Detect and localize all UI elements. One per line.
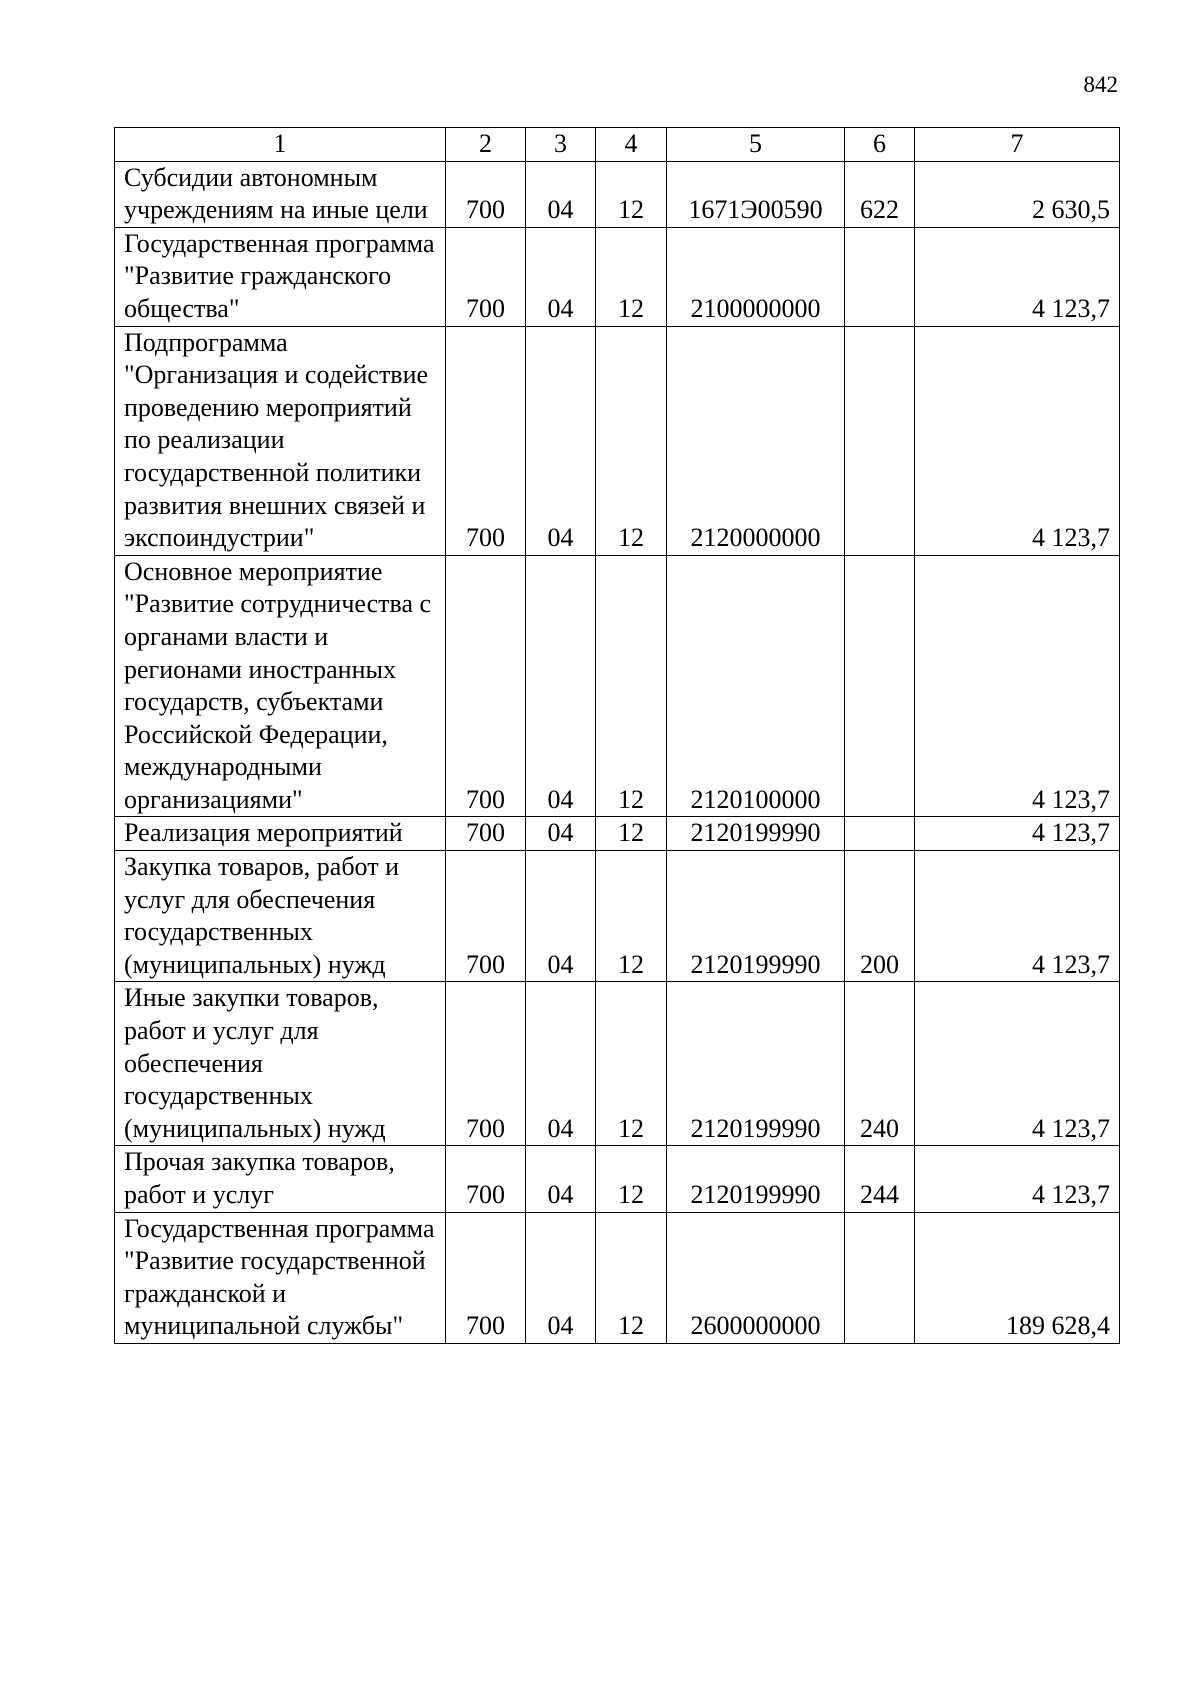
row-amount: 189 628,4 <box>915 1212 1120 1343</box>
row-code-6 <box>845 817 915 851</box>
header-row <box>115 128 1120 162</box>
row-amount: 4 123,7 <box>915 982 1120 1146</box>
row-code-6: 244 <box>845 1146 915 1212</box>
row-amount: 4 123,7 <box>915 326 1120 555</box>
column-header-2: 2 <box>446 128 526 162</box>
row-amount: 4 123,7 <box>915 227 1120 326</box>
row-name: Субсидии автономным учреждениям на иные цели <box>115 161 446 227</box>
row-code-4: 12 <box>596 851 667 982</box>
row-code-2: 700 <box>446 982 526 1146</box>
row-amount: 4 123,7 <box>915 1146 1120 1212</box>
row-code-5: 2600000000 <box>667 1212 845 1343</box>
row-code-3: 04 <box>526 227 596 326</box>
table-row <box>115 982 1120 1146</box>
row-code-3: 04 <box>526 326 596 555</box>
row-code-5: 2120199990 <box>667 817 845 851</box>
table-row <box>115 161 1120 227</box>
row-name: Иные закупки товаров, работ и услуг для обеспечения государственных (муниципальных) нужд <box>115 982 446 1146</box>
table-row <box>115 817 1120 851</box>
row-code-5: 2120199990 <box>667 851 845 982</box>
row-code-6: 622 <box>845 161 915 227</box>
row-code-3: 04 <box>526 555 596 817</box>
row-name: Государственная программа "Развитие гражданского общества" <box>115 227 446 326</box>
row-code-2: 700 <box>446 555 526 817</box>
row-name: Реализация мероприятий <box>115 817 446 851</box>
page-number: 842 <box>1083 72 1118 97</box>
table-row <box>115 1212 1120 1343</box>
column-header-4: 4 <box>596 128 667 162</box>
row-code-2: 700 <box>446 1212 526 1343</box>
row-code-3: 04 <box>526 851 596 982</box>
row-code-2: 700 <box>446 851 526 982</box>
row-code-4: 12 <box>596 161 667 227</box>
budget-table <box>114 127 1120 1344</box>
row-amount: 4 123,7 <box>915 817 1120 851</box>
row-code-2: 700 <box>446 161 526 227</box>
row-code-5: 2120000000 <box>667 326 845 555</box>
row-code-3: 04 <box>526 161 596 227</box>
row-code-4: 12 <box>596 1212 667 1343</box>
row-code-5: 1671Э00590 <box>667 161 845 227</box>
row-amount: 2 630,5 <box>915 161 1120 227</box>
row-name: Закупка товаров, работ и услуг для обеспечения государственных (муниципальных) нужд <box>115 851 446 982</box>
row-code-6 <box>845 227 915 326</box>
row-code-5: 2120199990 <box>667 982 845 1146</box>
column-header-1: 1 <box>115 128 446 162</box>
row-code-6 <box>845 1212 915 1343</box>
row-code-6 <box>845 326 915 555</box>
column-header-7: 7 <box>915 128 1120 162</box>
row-code-3: 04 <box>526 982 596 1146</box>
column-header-5: 5 <box>667 128 845 162</box>
row-name: Подпрограмма "Организация и содействие проведению мероприятий по реализации государственной политики развития внешних связей и экспоиндустрии" <box>115 326 446 555</box>
row-code-5: 2120100000 <box>667 555 845 817</box>
row-code-3: 04 <box>526 817 596 851</box>
row-code-4: 12 <box>596 982 667 1146</box>
row-code-2: 700 <box>446 1146 526 1212</box>
row-code-6 <box>845 555 915 817</box>
table-row <box>115 1146 1120 1212</box>
table-row <box>115 326 1120 555</box>
row-code-4: 12 <box>596 1146 667 1212</box>
row-name: Государственная программа "Развитие государственной гражданской и муниципальной службы" <box>115 1212 446 1343</box>
table-row <box>115 555 1120 817</box>
column-header-3: 3 <box>526 128 596 162</box>
row-code-4: 12 <box>596 555 667 817</box>
row-code-3: 04 <box>526 1212 596 1343</box>
row-code-3: 04 <box>526 1146 596 1212</box>
column-header-6: 6 <box>845 128 915 162</box>
row-name: Прочая закупка товаров, работ и услуг <box>115 1146 446 1212</box>
row-name: Основное мероприятие "Развитие сотрудничества с органами власти и регионами иностранных государств, субъектами Российской Федерации, международными организациями" <box>115 555 446 817</box>
row-code-4: 12 <box>596 326 667 555</box>
row-code-2: 700 <box>446 326 526 555</box>
row-code-6: 200 <box>845 851 915 982</box>
row-code-4: 12 <box>596 817 667 851</box>
table-row <box>115 227 1120 326</box>
row-code-5: 2120199990 <box>667 1146 845 1212</box>
row-code-6: 240 <box>845 982 915 1146</box>
row-amount: 4 123,7 <box>915 555 1120 817</box>
table-row <box>115 851 1120 982</box>
row-code-2: 700 <box>446 817 526 851</box>
row-code-2: 700 <box>446 227 526 326</box>
row-code-5: 2100000000 <box>667 227 845 326</box>
row-amount: 4 123,7 <box>915 851 1120 982</box>
row-code-4: 12 <box>596 227 667 326</box>
